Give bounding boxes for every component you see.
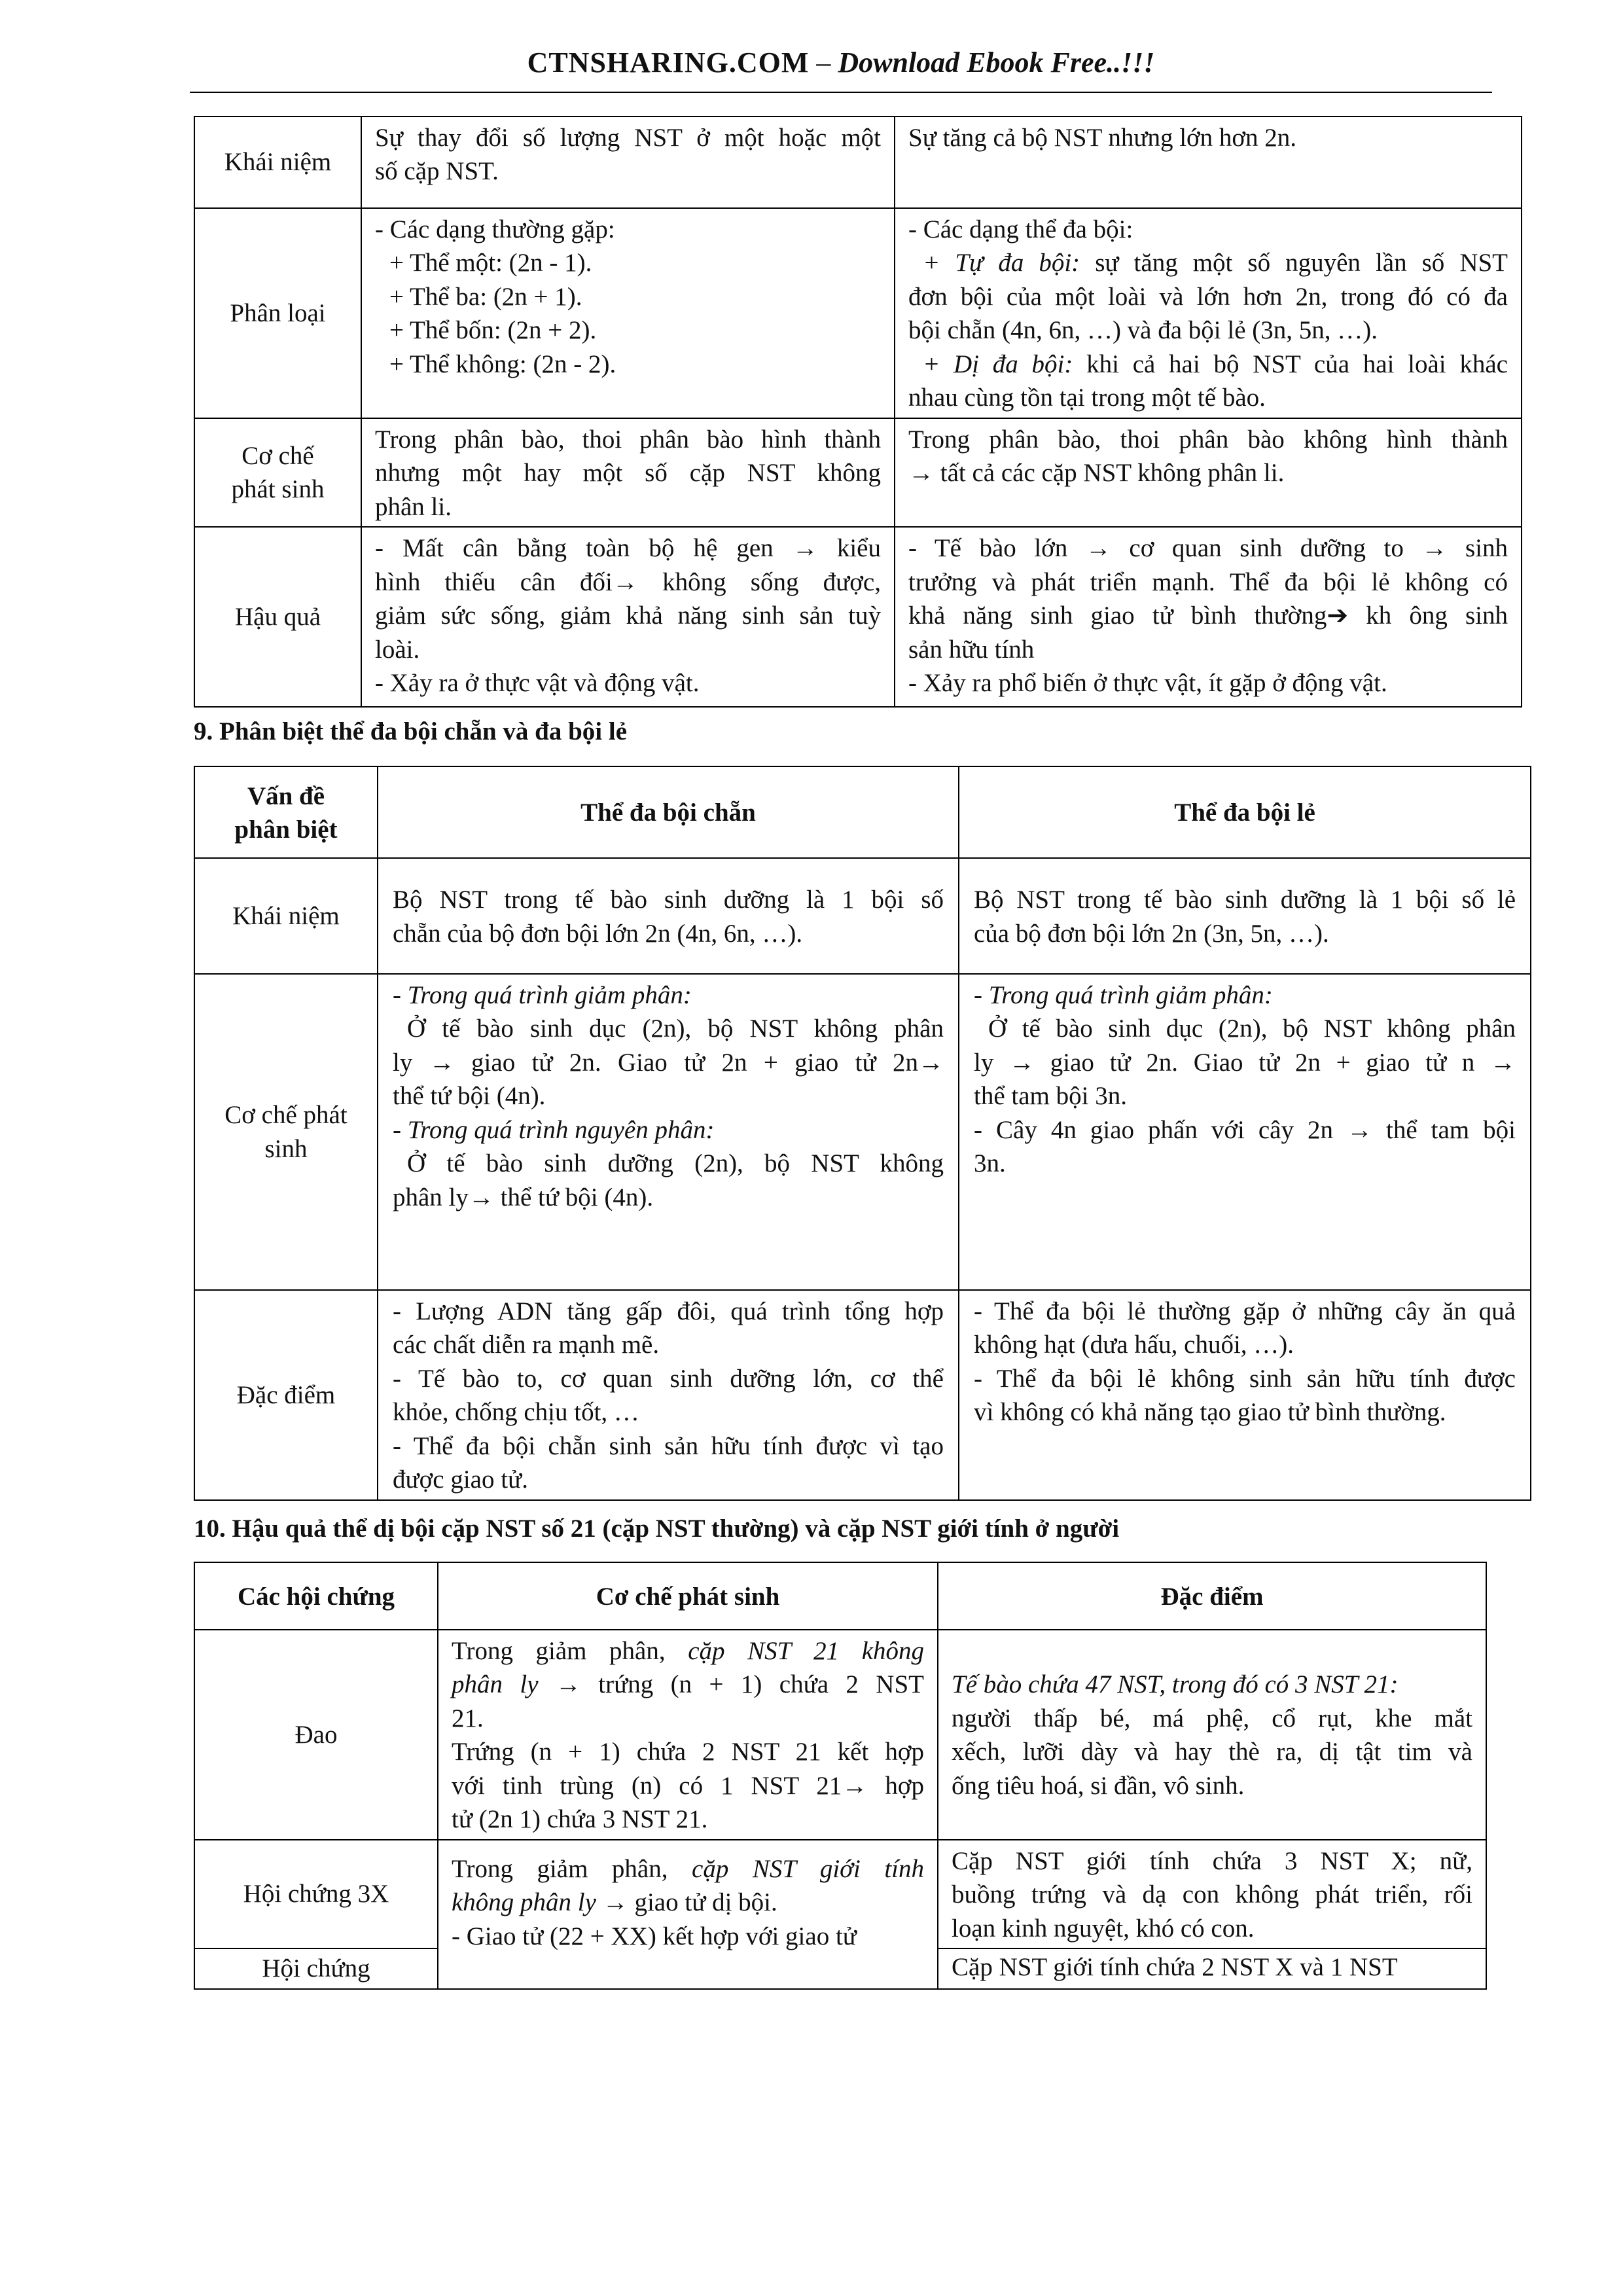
syndromes-table [194, 1562, 1487, 1990]
table-header-row [194, 1562, 1486, 1630]
row-label [194, 974, 378, 1290]
section-10-heading: 10. Hậu quả thể dị bội cặp NST số 21 (cặp NST thường) và cặp NST giới tính ở người [194, 1515, 1120, 1543]
table-row [194, 208, 1522, 418]
cell-line: xếch, lưỡi dày và hay thè ra, dị tật tim và [952, 1738, 1472, 1767]
table-header-row [194, 766, 1531, 858]
row-label: Hội chứng [194, 1948, 438, 1988]
site-tagline: Download Ebook Free..!!! [838, 46, 1155, 79]
header-line: phân biệt [234, 816, 338, 844]
cell-line: đơn bội của một loài và lớn hơn 2n, trong đó có đa [908, 282, 1508, 311]
italic-term: phân ly [452, 1670, 539, 1699]
cell-line: phân ly→ thể tứ bội (4n). [393, 1183, 654, 1211]
cell-line: vì không có khả năng tạo giao tử bình thường. [974, 1398, 1446, 1427]
cell-line: - Tế bào to, cơ quan sinh dưỡng lớn, cơ thể [393, 1364, 944, 1393]
cell-line: nhưng một hay một số cặp NST không [375, 459, 881, 488]
cell-line: - Trong quá trình giảm phân: [974, 981, 1273, 1009]
table-cell [378, 858, 959, 974]
table-cell [895, 527, 1522, 707]
table-cell [361, 208, 895, 418]
table-cell [959, 1290, 1531, 1500]
cell-line: + Thể một: (2n - 1). [389, 249, 592, 278]
table-cell [938, 1840, 1486, 1948]
cell-line: được giao tử. [393, 1465, 528, 1494]
cell-line: phân li. [375, 492, 452, 521]
column-header: Thể đa bội lẻ [959, 766, 1531, 858]
cell-line: tử (2n 1) chứa 3 NST 21. [452, 1805, 708, 1834]
cell-line: + Thể không: (2n - 2). [389, 350, 616, 378]
column-header: Các hội chứng [194, 1562, 438, 1630]
table-cell [895, 418, 1522, 527]
row-label: Hội chứng 3X [194, 1840, 438, 1948]
cell-line: Ở tế bào sinh dục (2n), bộ NST không phân [407, 1014, 944, 1043]
italic-term: không phân ly [452, 1888, 596, 1917]
section-9-heading: 9. Phân biệt thể đa bội chẵn và đa bội lẻ [194, 717, 628, 745]
table-cell [378, 1290, 959, 1500]
row-label: Phân loại [194, 208, 361, 418]
cell-line: thể tứ bội (4n). [393, 1082, 546, 1111]
page-header [190, 46, 1492, 92]
table-row [194, 1840, 1486, 1948]
table-cell [438, 1840, 938, 1989]
cell-line: Trứng (n + 1) chứa 2 NST 21 kết hợp [452, 1738, 924, 1767]
cell-line: Ở tế bào sinh dưỡng (2n), bộ NST không [407, 1149, 944, 1178]
column-header: Cơ chế phát sinh [438, 1562, 938, 1630]
cell-line: 3n. [974, 1149, 1006, 1178]
cell-line: - Cây 4n giao phấn với cây 2n → thể tam bội [974, 1115, 1516, 1144]
cell-line: khỏe, chống chịu tốt, … [393, 1398, 639, 1427]
table-row [194, 1630, 1486, 1840]
row-label: Khái niệm [194, 858, 378, 974]
table-row [194, 858, 1531, 974]
cell-line: ly → giao tử 2n. Giao tử 2n + giao tử 2n→ [393, 1048, 944, 1077]
cell-line: thể tam bội 3n. [974, 1082, 1127, 1111]
table-row [194, 418, 1522, 527]
row-label: Đao [194, 1630, 438, 1840]
table-cell [959, 858, 1531, 974]
cell-line: Trong phân bào, thoi phân bào không hình thành [908, 425, 1508, 454]
column-header [194, 766, 378, 858]
cell-line: Cặp NST giới tính chứa 2 NST X và 1 NST [952, 1953, 1398, 1982]
aneuploid-polyploid-table [194, 116, 1522, 708]
cell-line: với tinh trùng (n) có 1 NST 21→ hợp [452, 1771, 924, 1800]
cell-line: các chất diễn ra mạnh mẽ. [393, 1331, 660, 1359]
cell-line: - Các dạng thể đa bội: [908, 215, 1133, 243]
cell-line: - Lượng ADN tăng gấp đôi, quá trình tổng hợp [393, 1297, 944, 1325]
cell-line: loài. [375, 635, 420, 664]
cell-line: của bộ đơn bội lớn 2n (3n, 5n, …). [974, 919, 1329, 948]
cell-line [452, 1886, 924, 1919]
table-cell [938, 1948, 1486, 1988]
cell-line: không hạt (dưa hấu, chuối, …). [974, 1331, 1294, 1359]
cell-line: Ở tế bào sinh dục (2n), bộ NST không phân [988, 1014, 1516, 1043]
cell-text: sự tăng một số nguyên lần số NST [1080, 249, 1508, 278]
cell-line: Sự thay đổi số lượng NST ở một hoặc một [375, 124, 881, 152]
cell-line: Cặp NST giới tính chứa 3 NST X; nữ, [952, 1846, 1472, 1875]
cell-line: khả năng sinh giao tử bình thường➔ kh ông sinh [908, 601, 1508, 630]
cell-line: ống tiêu hoá, si đần, vô sinh. [952, 1771, 1245, 1800]
cell-line: trưởng và phát triển mạnh. Thể đa bội lẻ không có [908, 567, 1508, 596]
cell-line: - Giao tử (22 + XX) kết hợp với giao tử [452, 1922, 857, 1950]
cell-line: Trong phân bào, thoi phân bào hình thành [375, 425, 881, 454]
cell-line [908, 246, 1508, 279]
cell-text: Trong giảm phân, [452, 1637, 688, 1665]
table-row [194, 117, 1522, 208]
cell-line: Bộ NST trong tế bào sinh dưỡng là 1 bội số lẻ [974, 886, 1516, 914]
column-header: Đặc điểm [938, 1562, 1486, 1630]
cell-line [452, 1634, 924, 1668]
table-cell [938, 1630, 1486, 1840]
cell-line: ly → giao tử 2n. Giao tử 2n + giao tử n → [974, 1048, 1516, 1077]
cell-line: chẵn của bộ đơn bội lớn 2n (4n, 6n, …). [393, 919, 803, 948]
cell-line [452, 1852, 924, 1886]
cell-line: Tế bào chứa 47 NST, trong đó có 3 NST 21: [952, 1670, 1399, 1699]
row-label: Khái niệm [194, 117, 361, 208]
cell-line: - Mất cân bằng toàn bộ hệ gen → kiểu [375, 534, 881, 563]
row-label [194, 418, 361, 527]
cell-line: - Các dạng thường gặp: [375, 215, 615, 243]
cell-line: - Thể đa bội chẵn sinh sản hữu tính được vì tạo [393, 1431, 944, 1460]
italic-term: cặp NST giới tính [692, 1854, 925, 1883]
table-cell [438, 1630, 938, 1840]
cell-text: Trong giảm phân, [452, 1854, 692, 1883]
cell-line: → tất cả các cặp NST không phân li. [908, 459, 1285, 488]
italic-term: cặp NST 21 không [688, 1637, 925, 1665]
cell-line: buồng trứng và dạ con không phát triển, rối [952, 1880, 1472, 1909]
row-label-line: Cơ chế [241, 441, 314, 470]
table-cell [361, 527, 895, 707]
header-divider [190, 92, 1492, 93]
table-cell [361, 418, 895, 527]
cell-line: + Thể bốn: (2n + 2). [389, 316, 597, 345]
italic-term: + Dị đa bội: [923, 350, 1073, 378]
table-cell [895, 117, 1522, 208]
row-label: Hậu quả [194, 527, 361, 707]
table-row [194, 1290, 1531, 1500]
row-label: Đặc điểm [194, 1290, 378, 1500]
cell-line: - Thể đa bội lẻ không sinh sản hữu tính được [974, 1364, 1516, 1393]
cell-line: người thấp bé, má phệ, cổ rụt, khe mắt [952, 1704, 1472, 1732]
cell-line: - Trong quá trình nguyên phân: [393, 1115, 715, 1144]
cell-line: bội chẵn (4n, 6n, …) và đa bội lẻ (3n, 5n, …). [908, 316, 1378, 345]
table-cell [378, 974, 959, 1290]
row-label-line: phát sinh [231, 475, 325, 504]
column-header: Thể đa bội chẵn [378, 766, 959, 858]
italic-term: + Tự đa bội: [923, 249, 1080, 278]
cell-line: giảm sức sống, giảm khả năng sinh sản tuỳ [375, 601, 881, 630]
cell-line: - Trong quá trình giảm phân: [393, 981, 692, 1009]
cell-line: - Xảy ra phổ biến ở thực vật, ít gặp ở động vật. [908, 669, 1387, 698]
cell-text: → giao tử dị bội. [596, 1888, 777, 1917]
table-row [194, 527, 1522, 707]
cell-line: loạn kinh nguyệt, khó có con. [952, 1914, 1255, 1943]
cell-line: hình thiếu cân đối→ không sống được, [375, 567, 881, 596]
site-brand[interactable]: CTNSHARING.COM [527, 46, 810, 79]
row-label-line: Cơ chế phát [224, 1101, 348, 1130]
cell-line: Bộ NST trong tế bào sinh dưỡng là 1 bội số [393, 886, 944, 914]
header-dash: – [809, 46, 838, 79]
row-label-line: sinh [264, 1134, 308, 1163]
cell-line: - Xảy ra ở thực vật và động vật. [375, 669, 700, 698]
cell-line: số cặp NST. [375, 157, 499, 186]
even-odd-polyploid-table [194, 766, 1531, 1501]
cell-line: + Thể ba: (2n + 1). [389, 282, 582, 311]
cell-line: - Thể đa bội lẻ thường gặp ở những cây ăn quả [974, 1297, 1516, 1325]
cell-line [908, 348, 1508, 381]
cell-text: khi cả hai bộ NST của hai loài khác [1073, 350, 1508, 378]
table-cell [959, 974, 1531, 1290]
cell-line: - Tế bào lớn → cơ quan sinh dưỡng to → sinh [908, 534, 1508, 563]
cell-line: sản hữu tính [908, 635, 1035, 664]
cell-line: nhau cùng tồn tại trong một tế bào. [908, 384, 1266, 412]
table-cell [895, 208, 1522, 418]
header-line: Vấn đề [247, 781, 325, 810]
cell-line: Sự tăng cả bộ NST nhưng lớn hơn 2n. [908, 124, 1297, 152]
table-cell [361, 117, 895, 208]
cell-line: 21. [452, 1704, 484, 1732]
cell-text: → trứng (n + 1) chứa 2 NST [538, 1670, 924, 1699]
cell-line [452, 1668, 924, 1701]
table-row [194, 974, 1531, 1290]
